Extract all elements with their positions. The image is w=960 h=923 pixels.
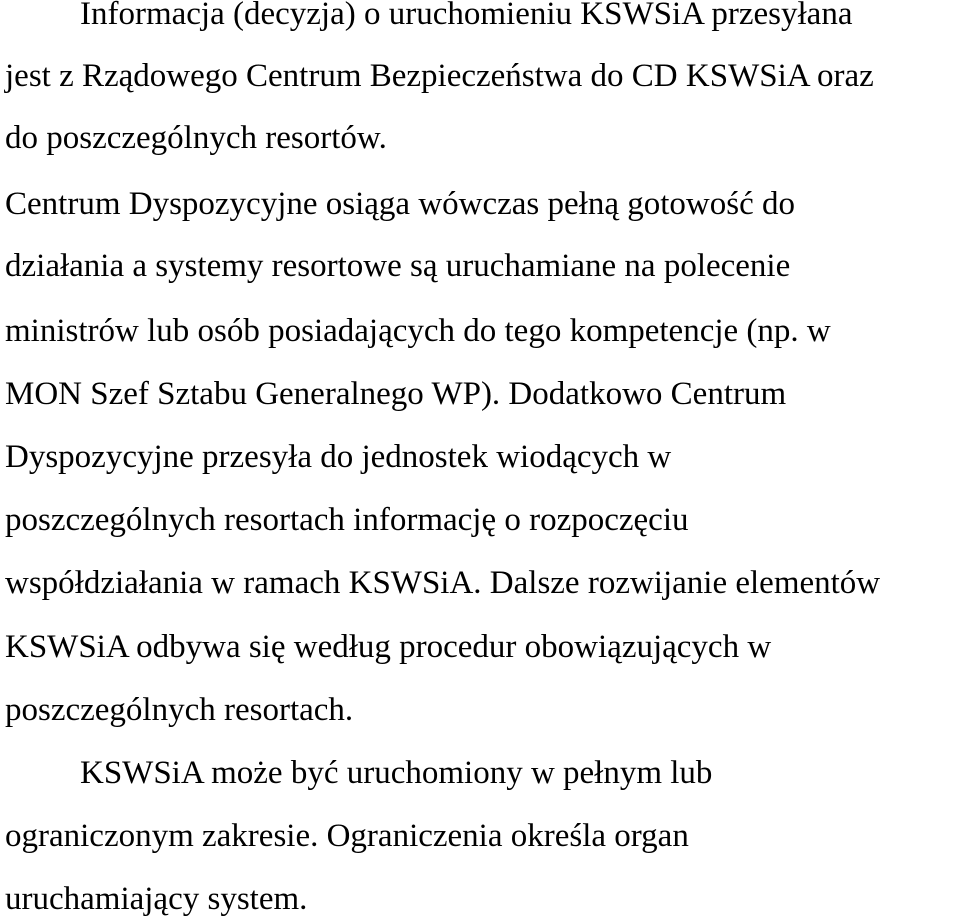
- text-line-3: do poszczególnych resortów.: [5, 120, 387, 156]
- text-line-11: KSWSiA odbywa się według procedur obowiązujących w: [5, 629, 772, 665]
- text-line-4: Centrum Dyspozycyjne osiąga wówczas pełną gotowość do: [5, 186, 795, 222]
- text-line-5: działania a systemy resortowe są uruchamiane na polecenie: [5, 248, 791, 284]
- text-line-9: poszczególnych resortach informację o rozpoczęciu: [5, 502, 689, 538]
- text-line-1: Informacja (decyzja) o uruchomieniu KSWSiA przesyłana: [80, 0, 853, 32]
- text-line-15: uruchamiający system.: [5, 881, 308, 917]
- text-line-14: ograniczonym zakresie. Ograniczenia określa organ: [5, 818, 689, 854]
- text-line-10: współdziałania w ramach KSWSiA. Dalsze rozwijanie elementów: [5, 565, 881, 601]
- text-line-6: ministrów lub osób posiadających do tego kompetencje (np. w: [5, 313, 831, 349]
- text-line-12: poszczególnych resortach.: [5, 692, 354, 728]
- text-line-7: MON Szef Sztabu Generalnego WP). Dodatkowo Centrum: [5, 376, 787, 412]
- text-line-13: KSWSiA może być uruchomiony w pełnym lub: [80, 755, 713, 791]
- text-line-2: jest z Rządowego Centrum Bezpieczeństwa do CD KSWSiA oraz: [5, 58, 874, 94]
- text-line-8: Dyspozycyjne przesyła do jednostek wiodących w: [5, 439, 672, 475]
